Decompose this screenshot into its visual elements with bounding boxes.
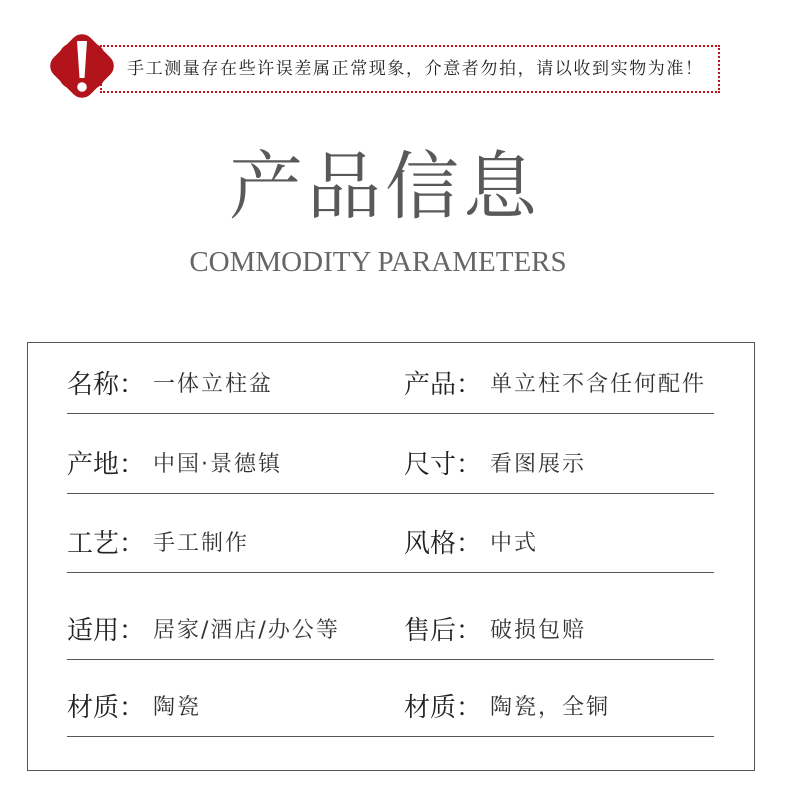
param-after-sales <box>404 603 586 659</box>
param-label: 材质： <box>67 693 146 723</box>
param-value: 陶瓷 <box>153 695 202 720</box>
param-craft <box>67 516 249 572</box>
param-label: 风格： <box>404 529 483 559</box>
param-value: 中国·景德镇 <box>153 452 283 477</box>
param-row <box>67 437 714 494</box>
param-label: 售后： <box>404 616 483 646</box>
param-value: 居家/酒店/办公等 <box>153 618 340 643</box>
page-title: 产品信息 <box>229 144 541 230</box>
param-value: 单立柱不含任何配件 <box>490 372 707 397</box>
param-row <box>67 516 714 573</box>
param-origin <box>67 437 282 493</box>
page-subtitle: COMMODITY PARAMETERS <box>189 246 567 278</box>
param-value: 中式 <box>490 531 539 556</box>
param-label: 名称： <box>67 370 146 400</box>
param-material-secondary <box>404 680 610 736</box>
param-value: 手工制作 <box>153 531 250 556</box>
param-value: 看图展示 <box>490 452 587 477</box>
param-value: 一体立柱盆 <box>153 372 274 397</box>
param-label: 尺寸： <box>404 450 483 480</box>
param-row <box>67 680 714 737</box>
param-label: 工艺： <box>67 529 146 559</box>
param-row <box>67 603 714 660</box>
param-usage <box>67 603 340 659</box>
notice-text: 手工测量存在些许误差属正常现象，介意者勿拍，请以收到实物为准！ <box>127 59 704 79</box>
param-name <box>67 357 273 413</box>
exclamation-icon <box>42 28 122 104</box>
param-value: 陶瓷，全铜 <box>490 695 611 720</box>
param-label: 材质： <box>404 693 483 723</box>
param-material <box>67 680 201 736</box>
param-product <box>404 357 706 413</box>
param-value: 破损包赔 <box>490 618 587 643</box>
param-size <box>404 437 586 493</box>
param-row <box>67 357 714 414</box>
param-style <box>404 516 538 572</box>
param-label: 适用： <box>67 616 146 646</box>
param-label: 产地： <box>67 450 146 480</box>
param-label: 产品： <box>404 370 483 400</box>
